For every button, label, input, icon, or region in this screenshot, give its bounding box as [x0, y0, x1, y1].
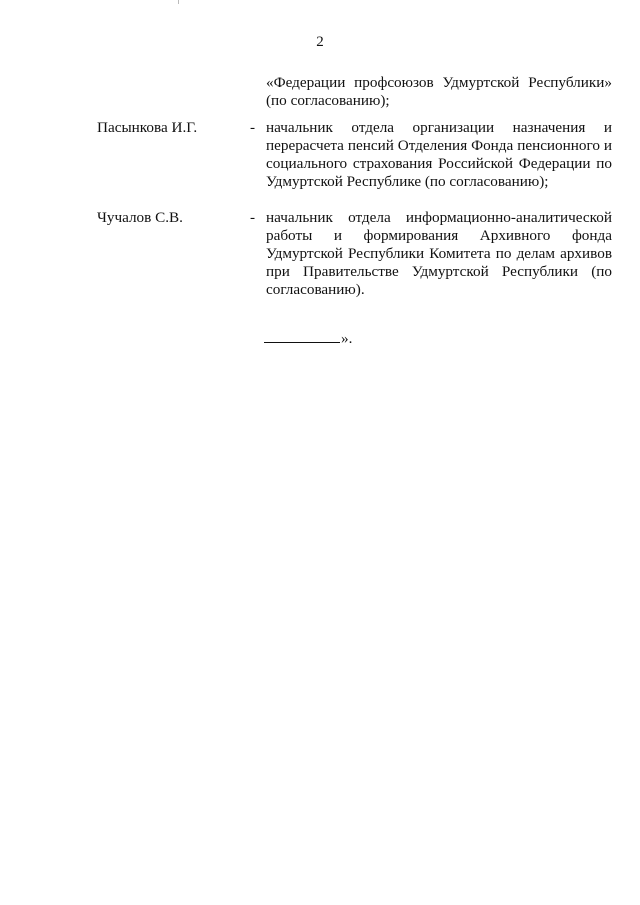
member-dash: -	[250, 209, 256, 226]
scan-artifact	[178, 0, 179, 4]
member-dash: -	[250, 119, 256, 136]
member-name: Чучалов С.В.	[97, 209, 183, 226]
closing-underline	[264, 342, 340, 343]
member-description: начальник отдела информационно-аналитической работы и формирования Архивного фонда Удмуртской Республики Комитета по делам архивов при Правительстве Удмуртской Республики (по согласованию).	[266, 209, 612, 298]
member-name: Пасынкова И.Г.	[97, 119, 198, 136]
continuation-text: «Федерации профсоюзов Удмуртской Республики» (по согласованию);	[266, 74, 612, 109]
closing-line	[264, 330, 352, 348]
page-number: 2	[316, 34, 324, 50]
closing-quote: ».	[341, 330, 353, 347]
member-description: начальник отдела организации назначения и перерасчета пенсий Отделения Фонда пенсионного и социального страхования Российской Федерации по Удмуртской Республике (по согласованию);	[266, 119, 612, 190]
